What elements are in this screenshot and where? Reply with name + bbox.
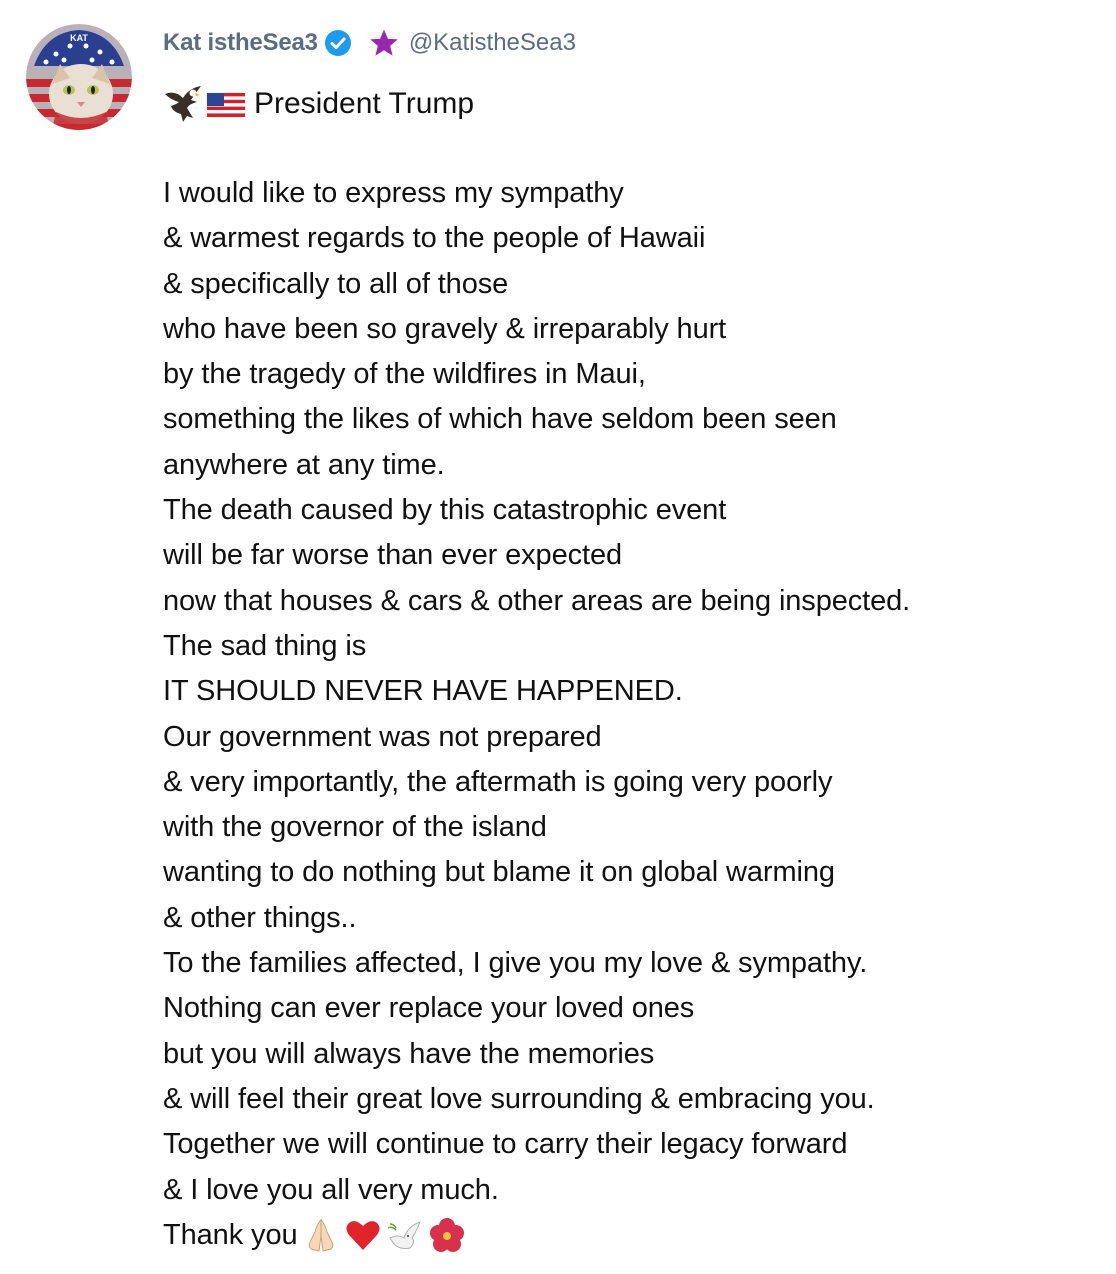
avatar[interactable] [26, 24, 132, 130]
body-line: wanting to do nothing but blame it on global warming [163, 856, 835, 889]
body-line: Together we will continue to carry their legacy forward [163, 1128, 848, 1161]
body-line: by the tragedy of the wildfires in Maui, [163, 358, 646, 391]
body-line: but you will always have the memories [163, 1037, 655, 1070]
body-line: something the likes of which have seldom been seen [163, 403, 837, 436]
body-line: The sad thing is [163, 629, 367, 662]
body-line: & will feel their great love surrounding & embracing you. [163, 1082, 875, 1115]
subtitle-text: President Trump [254, 87, 475, 120]
post-header [163, 26, 576, 60]
post-subtitle [163, 82, 474, 126]
dove-icon [386, 1216, 424, 1254]
hibiscus-icon [428, 1216, 466, 1254]
body-line: Our government was not prepared [163, 720, 602, 753]
closing-line [163, 1213, 910, 1258]
body-line: & I love you all very much. [163, 1173, 499, 1206]
body-line: with the governor of the island [163, 811, 547, 844]
body-line: & warmest regards to the people of Hawaii [163, 222, 706, 255]
body-line: Nothing can ever replace your loved ones [163, 992, 695, 1025]
body-line: I would like to express my sympathy [163, 177, 624, 209]
body-line: To the families affected, I give you my love & sympathy. [163, 947, 868, 980]
body-line: The death caused by this catastrophic event [163, 494, 727, 527]
red-heart-icon [344, 1216, 382, 1254]
purple-star-icon [369, 28, 399, 58]
post-body [163, 171, 910, 1258]
body-line: & specifically to all of those [163, 267, 509, 300]
body-line: now that houses & cars & other areas are being inspected. [163, 584, 911, 617]
body-line: anywhere at any time. [163, 448, 445, 481]
avatar-image [26, 24, 132, 130]
body-line: & other things.. [163, 901, 357, 934]
body-line: who have been so gravely & irreparably hurt [163, 312, 727, 345]
eagle-icon [163, 84, 203, 124]
user-handle[interactable]: @KatistheSea3 [408, 29, 576, 56]
praying-hands-icon [302, 1216, 340, 1254]
body-line: & very importantly, the aftermath is going very poorly [163, 765, 833, 798]
verified-badge-icon [324, 29, 352, 57]
avatar-badge-text: KAT [70, 33, 88, 43]
display-name[interactable]: Kat istheSea3 [163, 29, 318, 56]
us-flag-icon [206, 84, 246, 124]
closing-text: Thank you [163, 1218, 298, 1251]
body-line: IT SHOULD NEVER HAVE HAPPENED. [163, 675, 683, 708]
body-line: will be far worse than ever expected [163, 539, 623, 572]
